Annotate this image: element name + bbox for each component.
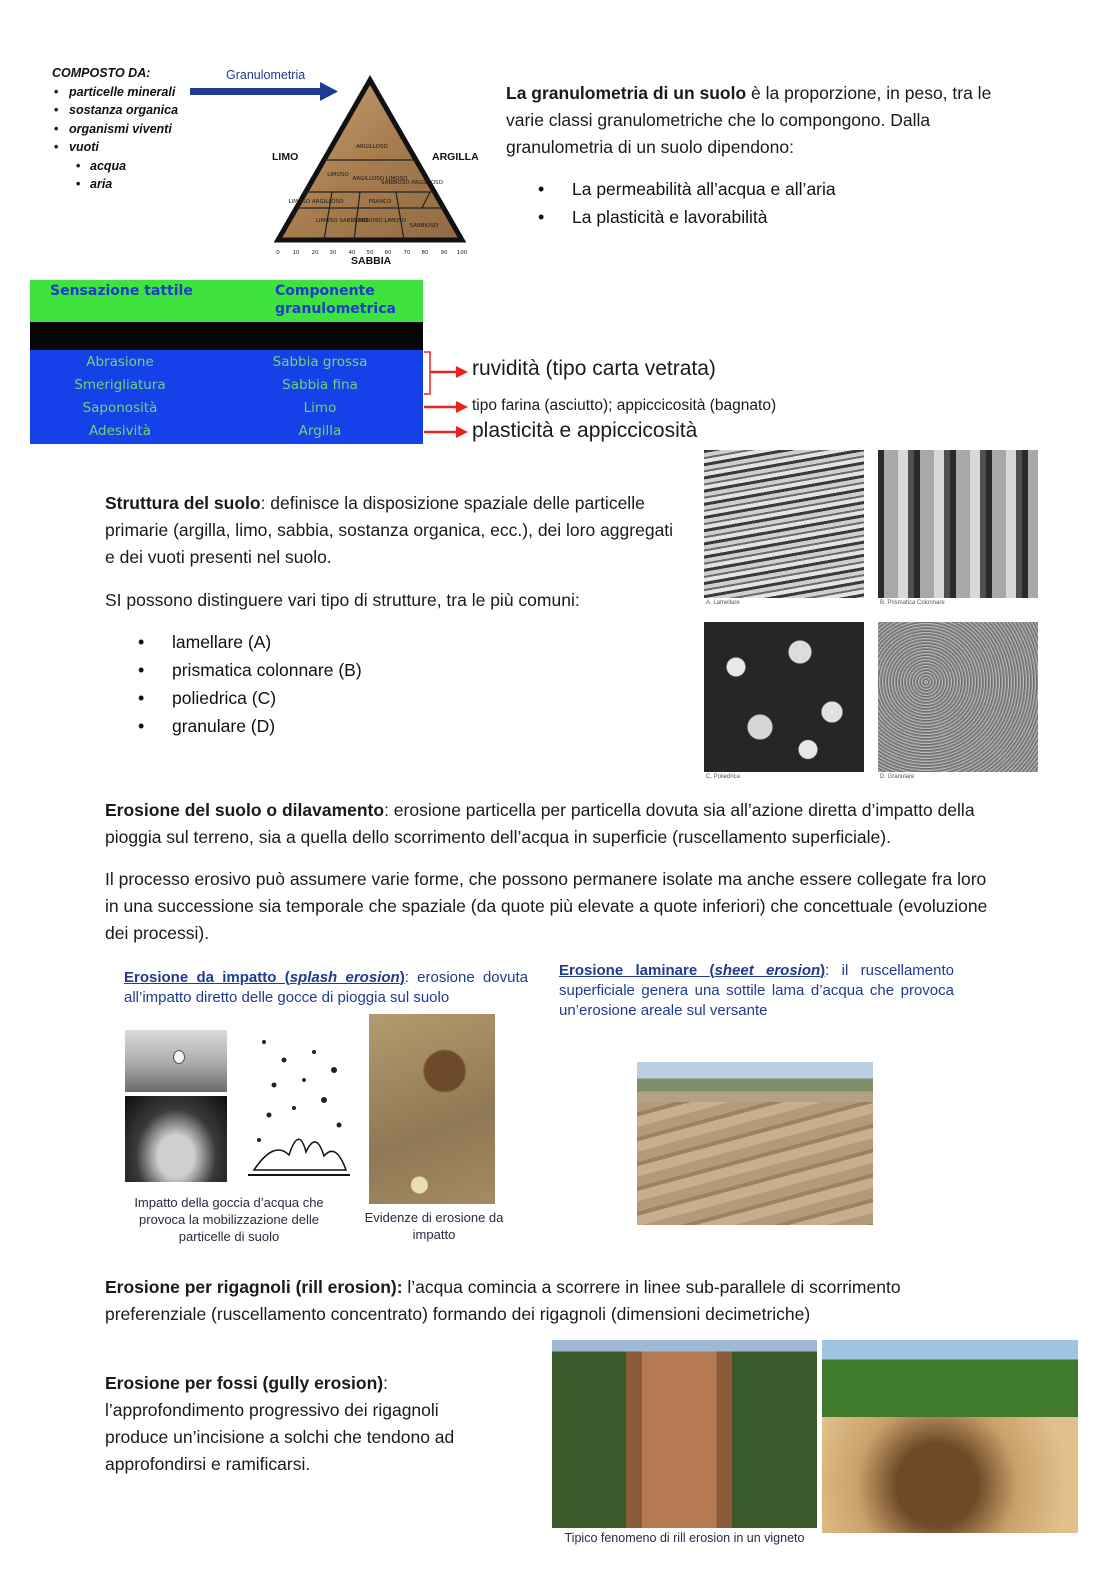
- sensation-cell: Abrasione: [86, 354, 154, 370]
- component-cell: Argilla: [298, 423, 342, 439]
- granulometria-arrow-label: Granulometria: [226, 68, 306, 82]
- component-cell: Sabbia fina: [282, 377, 358, 393]
- tick-label: 40: [348, 250, 356, 256]
- list-item: • aria: [52, 175, 202, 194]
- triangle-bottom-label: SABBIA: [351, 255, 392, 267]
- heading-part: ): [399, 969, 405, 986]
- tick-label: 10: [292, 250, 300, 256]
- result-flour: tipo farina (asciutto); appiccicosità (bagnato): [472, 397, 777, 414]
- erosion-process-paragraph: Il processo erosivo può assumere varie forme, che possono permanere isolate ma anche essere collegate fra loro in una successione sia temporale che spaziale (da quote più elevate a quote inferiori) che concettuale (evoluzione dei processi).: [105, 869, 988, 943]
- tick-label: 50: [366, 250, 374, 256]
- heading-text: : il ruscellamento superficiale genera una sottile lama d’acqua che provoca un’erosione areale sul versante: [559, 962, 954, 1019]
- tick-label: 0: [276, 250, 280, 256]
- splash-drawing: [244, 1030, 354, 1182]
- tick-label: 100: [456, 250, 468, 256]
- region-label: FRANCO: [368, 199, 392, 205]
- component-cell: Sabbia grossa: [272, 354, 368, 370]
- tick-label: 20: [311, 250, 319, 256]
- region-label: ARGILLOSO: [356, 144, 388, 150]
- list-item: • acqua: [52, 157, 202, 176]
- triangle-right-label: ARGILLA: [432, 151, 479, 163]
- list-item: • organismi viventi: [52, 120, 202, 139]
- photo-caption: C. Poliedrica: [706, 774, 741, 780]
- gully-term: Erosione per fossi (gully erosion): [105, 1373, 384, 1393]
- list-item: • particelle minerali: [52, 83, 202, 102]
- gully-erosion-photo: [822, 1340, 1078, 1533]
- list-item: • La plasticità e lavorabilità: [534, 203, 994, 231]
- component-cell: Limo: [303, 400, 337, 416]
- composition-block: [52, 64, 202, 194]
- rill-caption: Tipico fenomeno di rill erosion in un vigneto: [564, 1531, 805, 1545]
- composition-title: COMPOSTO DA:: [52, 66, 151, 80]
- structure-types-list: [134, 628, 534, 740]
- heading-text: : erosione dovuta all’impatto diretto delle gocce di pioggia sul suolo: [124, 969, 528, 1006]
- photo-caption: A. Lamellare: [706, 600, 740, 606]
- list-item: • poliedrica (C): [134, 684, 534, 712]
- structure-term: Struttura del suolo: [105, 493, 261, 513]
- prismatic-structure-photo: [878, 450, 1038, 598]
- heading-part: Erosione laminare (: [559, 962, 715, 979]
- granular-structure-photo: [878, 622, 1038, 772]
- granulometry-bullets: [534, 175, 994, 231]
- region-label: LIMOSO ARGILLOSO: [288, 199, 344, 205]
- list-item: • vuoti: [52, 138, 202, 157]
- header-component: Componente granulometrica: [275, 283, 396, 317]
- tick-label: 30: [329, 250, 337, 256]
- tick-label: 80: [421, 250, 429, 256]
- header-sensation: Sensazione tattile: [50, 283, 193, 299]
- evidence-caption: Evidenze di erosione da impatto: [364, 1210, 504, 1242]
- sensation-cell: Saponosità: [82, 400, 158, 416]
- gully-text: : l’approfondimento progressivo dei rigagnoli produce un’incisione a solchi che tendono ad approfondirsi e ramificarsi.: [105, 1373, 455, 1474]
- structure-paragraph: [105, 490, 685, 571]
- composition-list: [52, 83, 202, 194]
- tick-label: 90: [440, 250, 448, 256]
- table-divider: [30, 322, 423, 350]
- erosion-term: Erosione del suolo o dilavamento: [105, 800, 385, 820]
- list-item: • granulare (D): [134, 712, 534, 740]
- list-item: • prismatica colonnare (B): [134, 656, 534, 684]
- texture-triangle: [262, 72, 482, 266]
- structure-text: : definisce la disposizione spaziale delle particelle primarie (argilla, limo, sabbia, sostanza organica, ecc.), dei loro aggregati e dei vuoti presenti nel suolo.: [105, 493, 674, 567]
- region-label: SABBIOSO ARGILLOSO: [381, 180, 443, 186]
- sensation-table: [30, 280, 423, 444]
- granulometry-paragraph: [506, 80, 1006, 161]
- heading-part: Erosione da impatto (: [124, 969, 290, 986]
- heading-part: ): [820, 962, 826, 979]
- region-label: ARGILLOSO LIMOSO: [352, 176, 408, 182]
- splash-erosion-heading: [124, 968, 528, 1008]
- list-item: • La permeabilità all’acqua e all’aria: [534, 175, 994, 203]
- structure-intro: SI possono distinguere vari tipo di strutture, tra le più comuni:: [105, 590, 580, 610]
- sheet-erosion-heading: [559, 961, 954, 1021]
- result-arrows: [422, 350, 472, 446]
- heading-emphasis: splash erosion: [289, 969, 400, 986]
- lamellar-structure-photo: [704, 450, 864, 598]
- erosion-text: : erosione particella per particella dovuta sia all’azione diretta d’impatto della pioggia sul terreno, sia a quella dello scorrimento dell’acqua in superficie (ruscellamento superficiale).: [105, 800, 975, 847]
- result-plasticity: plasticità e appiccicosità: [472, 419, 698, 442]
- result-roughness: ruvidità (tipo carta vetrata): [472, 357, 716, 380]
- region-label: LIMOSO: [327, 172, 349, 178]
- region-label: SABBIOSO LIMOSO: [353, 218, 407, 224]
- splash-caption: Impatto della goccia d’acqua che provoca la mobilizzazione delle particelle di suolo: [134, 1195, 324, 1244]
- rill-term: Erosione per rigagnoli (rill erosion):: [105, 1277, 403, 1297]
- granulometry-term: La granulometria di un suolo: [506, 83, 747, 103]
- heading-emphasis: sheet erosion: [714, 962, 821, 979]
- gully-paragraph: [105, 1370, 505, 1478]
- photo-caption: D. Granulare: [880, 774, 915, 780]
- list-item: • lamellare (A): [134, 628, 534, 656]
- list-item: • sostanza organica: [52, 101, 202, 120]
- vineyard-rill-photo: [552, 1340, 817, 1528]
- triangle-left-label: LIMO: [272, 151, 299, 163]
- tick-label: 70: [403, 250, 411, 256]
- sensation-cell: Smerigliatura: [74, 377, 166, 393]
- drop-photo-top: [125, 1030, 227, 1092]
- sheet-erosion-photo: [637, 1062, 873, 1225]
- erosion-paragraph: [105, 797, 1005, 851]
- polyhedral-structure-photo: [704, 622, 864, 772]
- region-label: LIMOSO SABBIOSO: [315, 218, 369, 224]
- rill-text: l’acqua comincia a scorrere in linee sub-parallele di scorrimento preferenziale (ruscellamento concentrato) formando dei rigagnoli (dimensioni decimetriche): [105, 1277, 901, 1324]
- region-label: SABBIOSO: [409, 223, 439, 229]
- drop-photo-bottom: [125, 1096, 227, 1182]
- tick-label: 60: [384, 250, 392, 256]
- granulometry-text: è la proporzione, in peso, tra le varie classi granulometriche che lo compongono. Dalla granulometria di un suolo dipendono:: [506, 83, 992, 157]
- impact-evidence-photo: [369, 1014, 495, 1204]
- rill-paragraph: [105, 1274, 965, 1328]
- sensation-cell: Adesività: [89, 423, 151, 439]
- photo-caption: B. Prismatica Colonnare: [880, 600, 945, 606]
